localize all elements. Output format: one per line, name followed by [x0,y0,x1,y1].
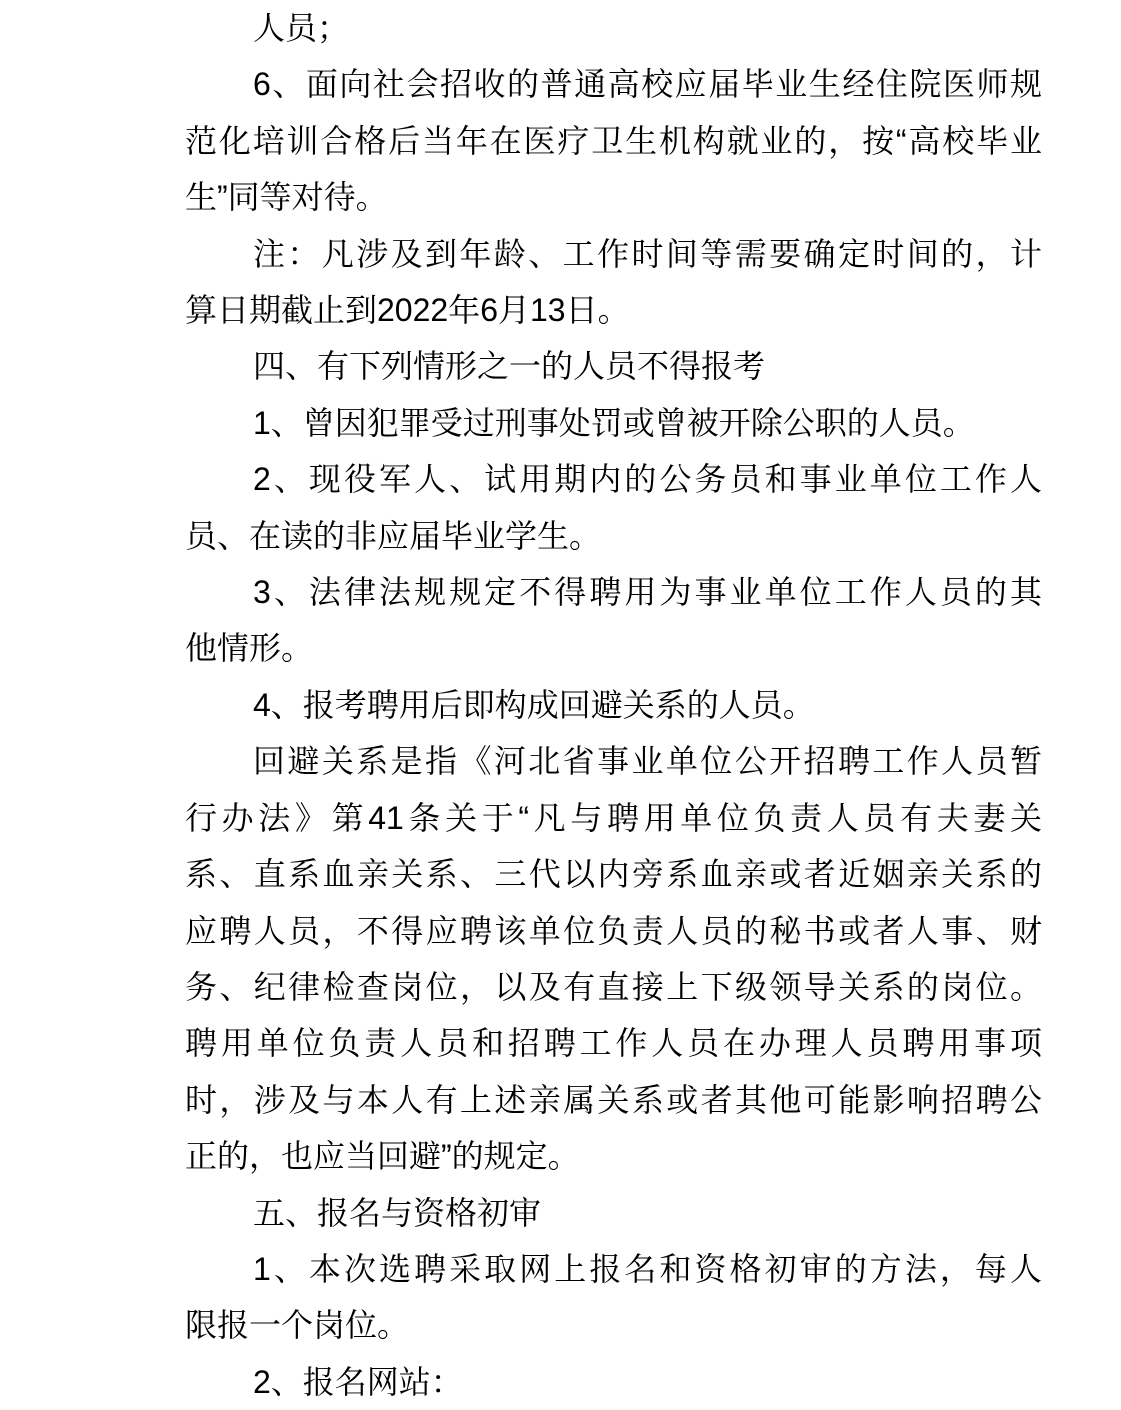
text-line: 4、报考聘用后即构成回避关系的人员。 [253,686,815,723]
text-line: 正的，也应当回避”的规定。 [185,1138,580,1175]
text-line: 算日期截止到2022年6月13日。 [185,292,630,329]
text-line: 2、报名网站： [253,1363,463,1400]
text-line: 员、在读的非应届毕业学生。 [185,517,602,554]
document-text-block [185,0,1042,1410]
text-line: 生”同等对待。 [185,179,388,216]
text-line: 注：凡涉及到年龄、工作时间等需要确定时间的，计 [253,235,1042,272]
text-line: 时，涉及与本人有上述亲属关系或者其他可能影响招聘公 [185,1081,1042,1118]
text-line: 系、直系血亲关系、三代以内旁系血亲或者近姻亲关系的 [185,856,1042,893]
text-line: 聘用单位负责人员和招聘工作人员在办理人员聘用事项 [185,1025,1042,1062]
text-line: 人员； [253,10,350,46]
text-line: 他情形。 [185,630,314,667]
text-line: 1、曾因犯罪受过刑事处罚或曾被开除公职的人员。 [253,404,975,441]
text-line: 6、面向社会招收的普通高校应届毕业生经住院医师规 [253,66,1042,103]
text-line: 限报一个岗位。 [185,1307,410,1344]
text-line: 五、报名与资格初审 [253,1194,542,1231]
text-line: 应聘人员，不得应聘该单位负责人员的秘书或者人事、财 [185,912,1042,949]
text-line: 2、现役军人、试用期内的公务员和事业单位工作人 [253,461,1042,498]
text-line: 四、有下列情形之一的人员不得报考 [253,348,766,385]
text-line: 范化培训合格后当年在医疗卫生机构就业的，按“高校毕业 [185,122,1042,159]
text-line: 行办法》第41条关于“凡与聘用单位负责人员有夫妻关 [185,799,1042,836]
text-line: 回避关系是指《河北省事业单位公开招聘工作人员暂 [253,743,1042,780]
text-line: 1、本次选聘采取网上报名和资格初审的方法，每人 [253,1250,1042,1287]
text-line: 务、纪律检查岗位，以及有直接上下级领导关系的岗位。 [185,968,1042,1005]
text-line: 3、法律法规规定不得聘用为事业单位工作人员的其 [253,574,1042,611]
